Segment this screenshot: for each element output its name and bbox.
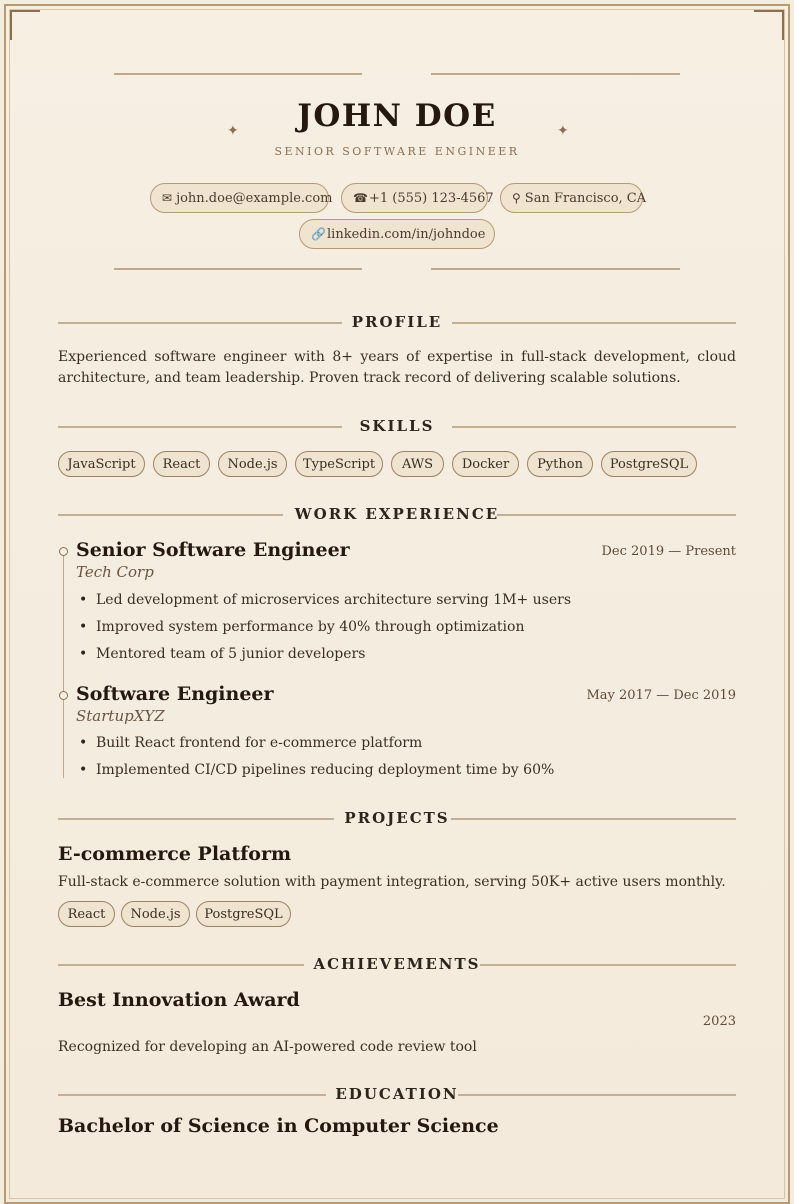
skill-tag: Python	[527, 451, 593, 477]
location-text: San Francisco, CA	[524, 190, 647, 206]
skill-tag: JavaScript	[58, 451, 145, 477]
section-title-projects: PROJECTS	[344, 809, 450, 827]
top-right-corner-ornament	[754, 10, 784, 40]
timeline-dot-job-1	[59, 547, 68, 556]
achievement-year: 2023	[702, 1014, 736, 1029]
project-description: Full-stack e-commerce solution with payment integration, serving 50K+ active users monthly.	[58, 874, 726, 890]
resume-name: JOHN DOE	[297, 98, 497, 134]
section-title-profile: PROFILE	[351, 313, 443, 331]
skill-tag: PostgreSQL	[601, 451, 697, 477]
location-contact-pill[interactable]	[500, 183, 647, 213]
phone-icon: ☎	[353, 191, 368, 205]
header-bottom-right-rule	[431, 268, 680, 270]
education-degree-partial: Bachelor of Science in Computer Science	[58, 1115, 499, 1137]
job-bullet: • Improved system performance by 40% through optimization	[96, 618, 524, 636]
linkedin-contact-pill[interactable]	[299, 219, 495, 249]
top-left-corner-ornament	[10, 10, 40, 40]
phone-text: +1 (555) 123-4567	[369, 190, 494, 206]
email-text: john.doe@example.com	[176, 190, 333, 206]
skill-tag: React	[153, 451, 210, 477]
linkedin-text: linkedin.com/in/johndoe	[327, 226, 486, 242]
job-dates-2: May 2017 — Dec 2019	[586, 688, 736, 703]
job-bullet: • Mentored team of 5 junior developers	[96, 645, 365, 663]
timeline-dot-job-2	[59, 691, 68, 700]
job-bullet: • Implemented CI/CD pipelines reducing deployment time by 60%	[96, 761, 554, 779]
project-tech-tag: React	[58, 901, 115, 927]
project-tech-tag: Node.js	[121, 901, 190, 927]
header-bottom-left-rule	[114, 268, 362, 270]
project-tech-tag: PostgreSQL	[196, 901, 291, 927]
envelope-icon: ✉	[162, 191, 173, 205]
company-startupxyz: StartupXYZ	[76, 707, 165, 725]
profile-summary: Experienced software engineer with 8+ years of expertise in full-stack development, cloud architecture, and team leadership. Proven track record of delivering scalable solutions.	[58, 349, 736, 386]
sparkle-icon: ✦	[227, 123, 239, 139]
skill-tag: Node.js	[218, 451, 287, 477]
job-bullet: • Built React frontend for e-commerce platform	[96, 734, 422, 752]
sparkle-icon: ✦	[557, 123, 569, 139]
skill-tag: TypeScript	[295, 451, 383, 477]
section-title-education: EDUCATION	[335, 1085, 459, 1103]
job-title-senior-software-engineer: Senior Software Engineer	[76, 539, 350, 561]
header-top-left-rule	[114, 73, 362, 75]
company-tech-corp: Tech Corp	[76, 563, 154, 581]
section-title-achievements: ACHIEVEMENTS	[313, 955, 481, 973]
location-pin-icon: ⚲	[512, 191, 521, 205]
header-top-right-rule	[431, 73, 680, 75]
skill-tag: Docker	[452, 451, 519, 477]
section-title-skills: SKILLS	[359, 417, 435, 435]
email-contact-pill[interactable]	[150, 183, 333, 213]
achievement-title: Best Innovation Award	[58, 989, 300, 1011]
resume-title: SENIOR SOFTWARE ENGINEER	[274, 145, 520, 158]
experience-timeline-line	[63, 552, 64, 778]
phone-contact-pill[interactable]	[341, 183, 494, 213]
project-title: E-commerce Platform	[58, 843, 292, 865]
job-bullet: • Led development of microservices architecture serving 1M+ users	[96, 591, 571, 609]
achievement-description: Recognized for developing an AI-powered code review tool	[58, 1039, 477, 1055]
skill-tag: AWS	[391, 451, 444, 477]
job-title-software-engineer: Software Engineer	[76, 683, 274, 705]
section-title-work-experience: WORK EXPERIENCE	[294, 505, 500, 523]
link-icon: 🔗	[311, 227, 326, 241]
job-dates-1: Dec 2019 — Present	[601, 544, 736, 559]
